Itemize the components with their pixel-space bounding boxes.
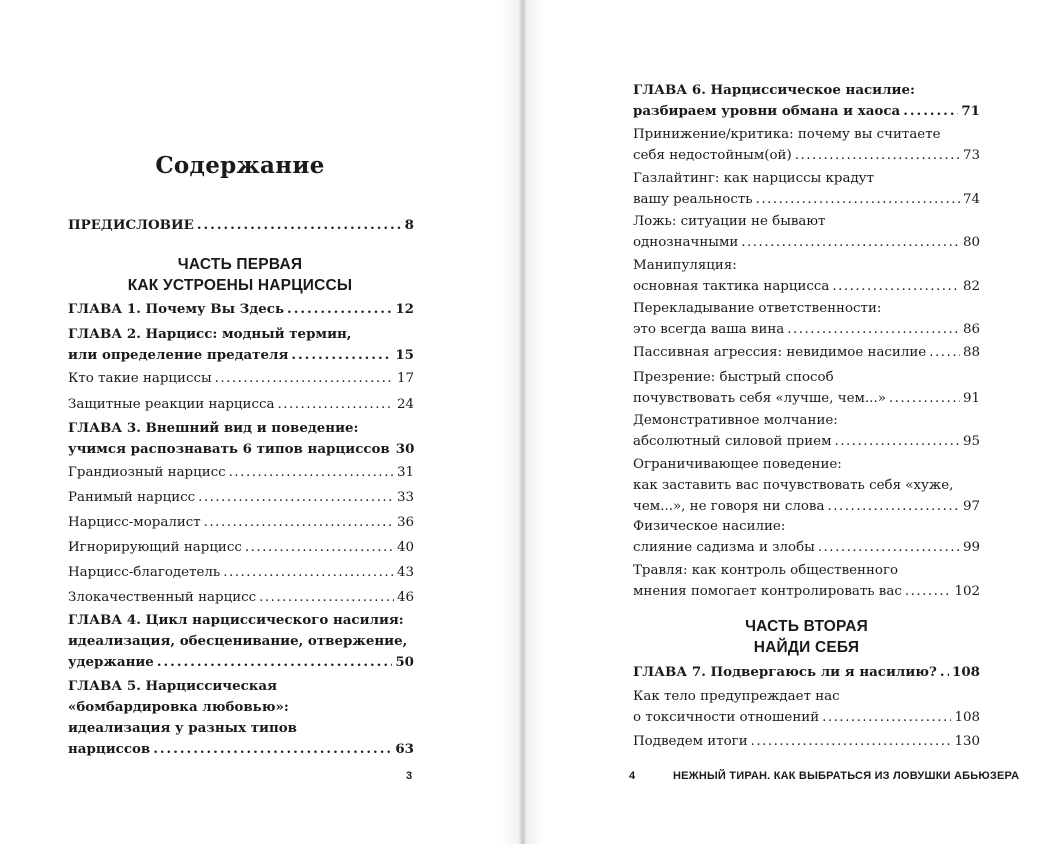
toc-entry-chapter-3: ГЛАВА 3. Внешний вид и поведение: учимся распознавать 6 типов нарциссов 30 (68, 420, 415, 457)
toc-entry-section: Физическое насилие: слияние садизма и злобы ..... 99 (633, 516, 980, 558)
part-two-heading: ЧАСТЬ ВТОРАЯ НАЙДИ СЕБЯ (745, 618, 868, 656)
toc-entry-section: Перекладывание ответственности: это всегда ваша вина ..... 86 (633, 298, 980, 340)
toc-entry-chapter-6: ГЛАВА 6. Нарциссическое насилие: разбираем уровни обмана и хаоса ..... 71 (633, 80, 980, 122)
toc-title: Содержание (155, 152, 325, 179)
page-number-right: 4 (629, 770, 636, 782)
toc-entry-chapter-4: ГЛАВА 4. Цикл нарциссического насилия: идеализация, обесценивание, отвержение, удержание ..... 50 (68, 610, 414, 673)
toc-entry-section: Нарцисс-моралист ..... 36 (68, 512, 414, 533)
toc-entry-section: Газлайтинг: как нарциссы крадут вашу реальность ..... 74 (633, 168, 980, 210)
toc-entry-chapter-5: ГЛАВА 5. Нарциссическая «бомбардировка любовью»: идеализация у разных типов нарциссов ..... 63 (68, 676, 414, 760)
toc-entry-section: Травля: как контроль общественного мнения помогает контролировать вас ..... 102 (633, 560, 980, 602)
dot-leader (197, 215, 402, 236)
toc-entry-section: Презрение: быстрый способ почувствовать себя «лучше, чем...» ..... 91 (633, 367, 980, 409)
toc-entry-chapter-7: ГЛАВА 7. Подвергаюсь ли я насилию? ..... 108 (633, 662, 980, 683)
right-page (523, 0, 1049, 844)
toc-entry-section: Ложь: ситуации не бывают однозначными ..... 80 (633, 211, 980, 253)
toc-entry-section: Манипуляция: основная тактика нарцисса ..... 82 (633, 255, 980, 297)
toc-entry-chapter-1: ГЛАВА 1. Почему Вы Здесь ..... 12 (68, 299, 414, 320)
toc-entry-section: Пассивная агрессия: невидимое насилие ..... 88 (633, 342, 980, 363)
toc-entry-section: Игнорирующий нарцисс ..... 40 (68, 537, 414, 558)
toc-entry-section: Подведем итоги ..... 130 (633, 731, 980, 752)
part-one-heading: ЧАСТЬ ПЕРВАЯ КАК УСТРОЕНЫ НАРЦИССЫ (127, 256, 353, 294)
page-number-left: 3 (406, 770, 413, 782)
toc-entry-preface (68, 215, 414, 236)
toc-entry-chapter-2: ГЛАВА 2. Нарцисс: модный термин, или определение предателя ..... 15 (68, 324, 414, 366)
entry-label: ПРЕДИСЛОВИЕ (68, 217, 194, 233)
toc-entry-section: Принижение/критика: почему вы считаете себя недостойным(ой) ..... 73 (633, 124, 980, 166)
running-head: НЕЖНЫЙ ТИРАН. КАК ВЫБРАТЬСЯ ИЗ ЛОВУШКИ АБЬЮЗЕРА (673, 770, 1020, 782)
toc-entry-section: Нарцисс-благодетель ..... 43 (68, 562, 414, 583)
toc-entry-section: Ранимый нарцисс ..... 33 (68, 487, 414, 508)
toc-entry-section: Кто такие нарциссы ..... 17 (68, 368, 414, 389)
book-spine-shadow (500, 0, 546, 844)
toc-entry-section: Демонстративное молчание: абсолютный силовой прием ..... 95 (633, 410, 980, 452)
toc-entry-section: Грандиозный нарцисс ..... 31 (68, 462, 414, 483)
toc-entry-section: Как тело предупреждает нас о токсичности отношений ..... 108 (633, 686, 980, 728)
left-page (0, 0, 523, 844)
toc-entry-section: Ограничивающее поведение: как заставить вас почувствовать себя «хуже, чем...», не говоря ни слова ..... 97 (633, 454, 980, 517)
toc-entry-section: Защитные реакции нарцисса ..... 24 (68, 394, 414, 415)
toc-entry-section: Злокачественный нарцисс ..... 46 (68, 587, 414, 608)
page-number: 8 (404, 217, 414, 233)
